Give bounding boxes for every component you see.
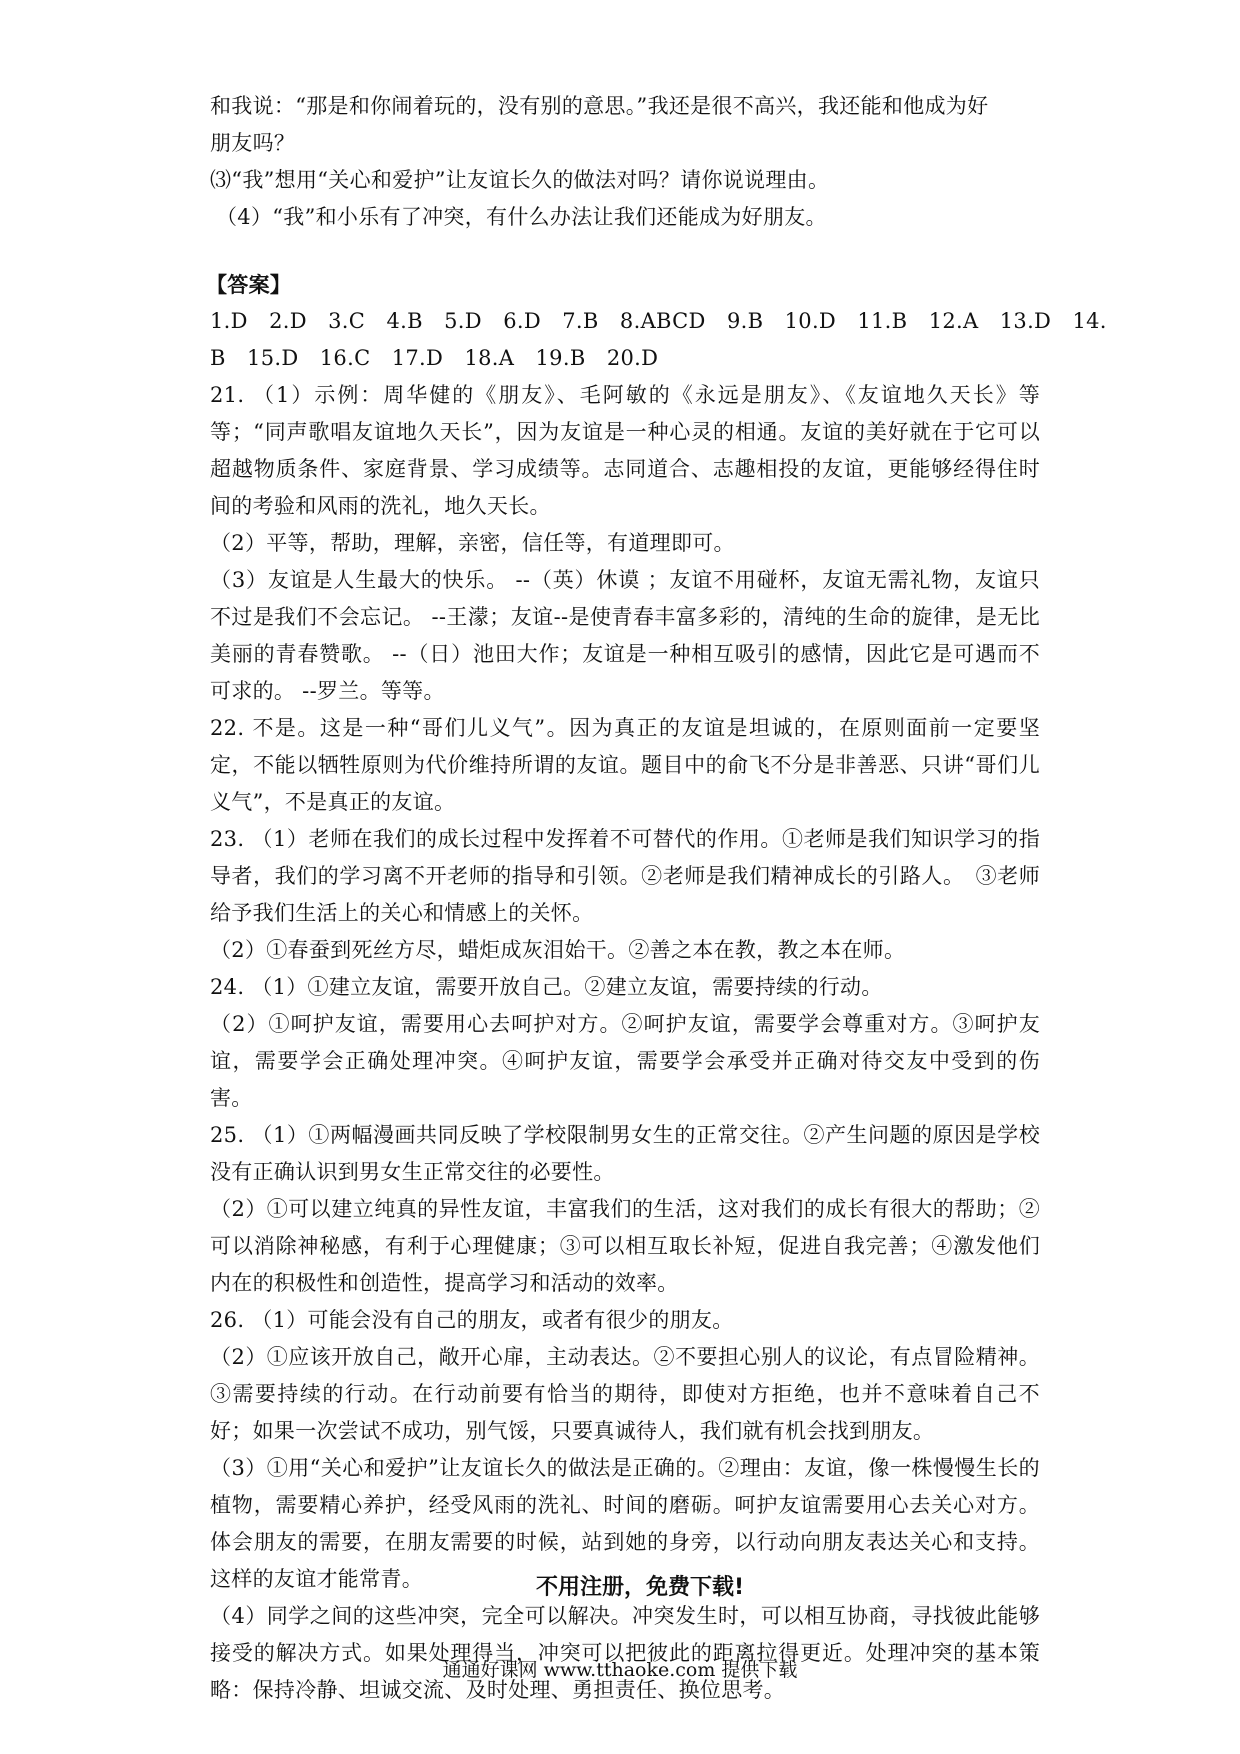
answer-heading: 【答案】	[206, 272, 292, 297]
question-text-line: 和我说：“那是和你闹着玩的，没有别的意思。”我还是很不高兴，我还能和他成为好	[210, 94, 989, 118]
question-tail	[210, 88, 1040, 236]
answer-26-3: （3）①用“关心和爱护”让友谊长久的做法是正确的。②理由：友谊，像一株慢慢生长的植物，需要精心养护，经受风雨的洗礼、时间的磨砺。呵护友谊需要用心去关心对方。体会朋友的需要，在朋友需要的时候，站到她的身旁，以行动向朋友表达关心和支持。这样的友谊才能常青。	[210, 1456, 1040, 1591]
answer-section	[206, 266, 1107, 1709]
question-item-3: ⑶“我”想用“关心和爱护”让友谊长久的做法对吗？请你说说理由。	[210, 168, 830, 192]
choice-answers-line: B 15.D 16.C 17.D 18.A 19.B 20.D	[210, 346, 659, 370]
answer-23-1: 23. （1）老师在我们的成长过程中发挥着不可替代的作用。①老师是我们知识学习的指导者，我们的学习离不开老师的指导和引领。②老师是我们精神成长的引路人。 ③老师给予我们生活上的关心和情感上的关怀。	[210, 827, 1040, 925]
answer-24-1: 24. （1）①建立友谊，需要开放自己。②建立友谊，需要持续的行动。	[210, 975, 883, 999]
answer-23-2: （2）①春蚕到死丝方尽，蜡炬成灰泪始干。②善之本在教，教之本在师。	[210, 938, 906, 962]
document-body	[206, 88, 1107, 1709]
answer-24-2: （2）①呵护友谊，需要用心去呵护对方。②呵护友谊，需要学会尊重对方。③呵护友谊，需要学会正确处理冲突。④呵护友谊，需要学会承受并正确对待交友中受到的伤害。	[210, 1012, 1040, 1110]
page-footer: 通通好课网 www.tthaoke.com 提供下载	[442, 1659, 798, 1681]
answer-21-1: 21. （1）示例：周华健的《朋友》、毛阿敏的《永远是朋友》、《友谊地久天长》等等；“同声歌唱友谊地久天长”，因为友谊是一种心灵的相通。友谊的美好就在于它可以超越物质条件、家庭背景、学习成绩等。志同道合、志趣相投的友谊，更能够经得住时间的考验和风雨的洗礼，地久天长。	[210, 383, 1040, 518]
answer-26-2: （2）①应该开放自己，敞开心扉，主动表达。②不要担心别人的议论，有点冒险精神。③需要持续的行动。在行动前要有恰当的期待，即使对方拒绝，也并不意味着自己不好；如果一次尝试不成功，别气馁，只要真诚待人，我们就有机会找到朋友。	[210, 1345, 1040, 1443]
answer-25-2: （2）①可以建立纯真的异性友谊，丰富我们的生活，这对我们的成长有很大的帮助；②可以消除神秘感，有利于心理健康；③可以相互取长补短，促进自我完善；④激发他们内在的积极性和创造性，提高学习和活动的效率。	[210, 1197, 1040, 1295]
answer-26-1: 26. （1）可能会没有自己的朋友，或者有很少的朋友。	[210, 1308, 734, 1332]
answer-21-3: （3）友谊是人生最大的快乐。 --（英）休谟 ；友谊不用碰杯，友谊无需礼物，友谊只不过是我们不会忘记。 --王濛；友谊--是使青春丰富多彩的，清纯的生命的旋律，是无比美丽的青春赞歌。 --（日）池田大作；友谊是一种相互吸引的感情，因此它是可遇而不可求的。 --罗兰。等等。	[210, 568, 1040, 703]
question-item-4: （4）“我”和小乐有了冲突，有什么办法让我们还能成为好朋友。	[216, 205, 827, 229]
answer-26-4: （4）同学之间的这些冲突，完全可以解决。冲突发生时，可以相互协商，寻找彼此能够接受的解决方式。如果处理得当，冲突可以把彼此的距离拉得更近。处理冲突的基本策略：保持冷静、坦诚交流、及时处理、勇担责任、换位思考。	[210, 1604, 1040, 1702]
choice-answers-line: 1.D 2.D 3.C 4.B 5.D 6.D 7.B 8.ABCD 9.B 10.D 11.B 12.A 13.D 14.	[210, 309, 1107, 333]
answer-21-2: （2）平等，帮助，理解，亲密，信任等，有道理即可。	[210, 531, 735, 555]
answer-22: 22. 不是。这是一种“哥们儿义气”。因为真正的友谊是坦诚的，在原则面前一定要坚定，不能以牺牲原则为代价维持所谓的友谊。题目中的俞飞不分是非善恶、只讲“哥们儿义气”，不是真正的友谊。	[210, 716, 1040, 814]
answer-25-1: 25. （1）①两幅漫画共同反映了学校限制男女生的正常交往。②产生问题的原因是学校没有正确认识到男女生正常交往的必要性。	[210, 1123, 1040, 1184]
question-text-line: 朋友吗？	[210, 131, 296, 155]
promo-text: 不用注册，免费下载!	[535, 1575, 745, 1600]
